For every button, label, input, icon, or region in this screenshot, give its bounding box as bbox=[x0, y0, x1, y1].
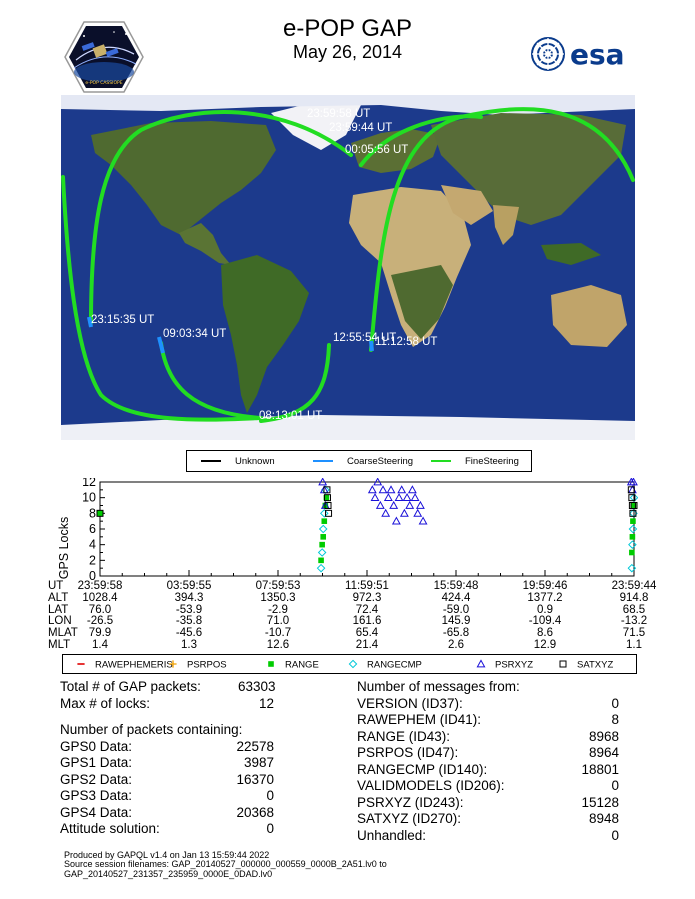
point-psrxyz bbox=[401, 510, 408, 516]
max-locks-value: 12 bbox=[258, 695, 274, 711]
page-title: e-POP GAP bbox=[283, 15, 412, 42]
point-psrxyz bbox=[414, 510, 421, 516]
point-psrxyz bbox=[411, 494, 418, 500]
legend-label-rangecmp: RANGECMP bbox=[367, 659, 422, 671]
tick-value: 12.9 bbox=[533, 638, 557, 651]
point-psrxyz bbox=[398, 486, 405, 492]
tick-value: 2.6 bbox=[448, 638, 464, 651]
point-psrxyz bbox=[390, 502, 397, 508]
x-minor-ticks bbox=[100, 570, 634, 576]
tick-value: 19:59:46 bbox=[522, 580, 568, 592]
packet-count-row bbox=[60, 805, 300, 822]
message-count-row bbox=[357, 778, 619, 795]
packet-count-label: GPS3 Data: bbox=[60, 788, 133, 803]
legend-coarse-label: CoarseSteering bbox=[347, 456, 414, 467]
point-range bbox=[321, 518, 327, 524]
y-ticks bbox=[82, 478, 105, 583]
tick-value: 972.3 bbox=[352, 591, 382, 604]
tick-value: 145.9 bbox=[441, 615, 471, 628]
point-psrxyz bbox=[393, 518, 400, 524]
point-psrxyz bbox=[382, 510, 389, 516]
packet-count-label: GPS1 Data: bbox=[60, 755, 133, 770]
message-count-value: 8964 bbox=[588, 745, 619, 760]
y-tick-label: 12 bbox=[82, 478, 96, 489]
tick-row-lon bbox=[48, 616, 648, 628]
point-rangecmp bbox=[320, 525, 327, 532]
tick-value: -26.5 bbox=[86, 615, 114, 628]
stats-right bbox=[357, 679, 619, 844]
stats-left bbox=[60, 679, 300, 838]
total-packets-row bbox=[60, 679, 300, 696]
tick-value: 1377.2 bbox=[527, 591, 563, 604]
packet-count-row bbox=[60, 821, 300, 838]
message-count-label: Unhandled: bbox=[357, 827, 427, 843]
legend-label-psrpos: PSRPOS bbox=[187, 659, 227, 671]
point-psrxyz bbox=[377, 502, 384, 508]
page-date: May 26, 2014 bbox=[292, 42, 403, 62]
tick-value: 1028.4 bbox=[82, 591, 118, 604]
containing-heading: Number of packets containing: bbox=[60, 722, 243, 737]
footer bbox=[64, 851, 387, 879]
legend-swatch-range bbox=[268, 661, 274, 667]
tick-value: -35.8 bbox=[175, 615, 203, 628]
message-count-row bbox=[357, 729, 619, 746]
packet-count-value: 20368 bbox=[236, 804, 274, 820]
message-count-row bbox=[357, 762, 619, 779]
tick-value: 03:59:55 bbox=[166, 580, 212, 592]
tick-value: -2.9 bbox=[268, 603, 288, 616]
packet-count-list bbox=[60, 739, 300, 838]
tick-value: 394.3 bbox=[174, 591, 204, 604]
max-locks-label: Max # of locks: bbox=[60, 695, 151, 711]
message-count-row bbox=[357, 828, 619, 845]
message-count-label: SATXYZ (ID270): bbox=[357, 811, 462, 826]
packet-count-value: 3987 bbox=[243, 755, 274, 770]
x-tick-table bbox=[48, 580, 657, 652]
message-legend-graphic bbox=[63, 655, 636, 673]
point-range bbox=[320, 534, 326, 540]
track-label: 11:12:58 UT bbox=[375, 336, 438, 348]
tick-value: -53.9 bbox=[175, 603, 203, 616]
point-psrxyz bbox=[385, 494, 392, 500]
packet-count-label: GPS0 Data: bbox=[60, 738, 133, 754]
track-label: 23:59:44 UT bbox=[329, 122, 393, 134]
tick-row-label: MLT bbox=[48, 638, 71, 651]
tick-row-label: ALT bbox=[48, 591, 69, 604]
packet-count-row bbox=[60, 755, 300, 772]
point-rangecmp bbox=[317, 565, 324, 572]
message-count-value: 8 bbox=[611, 712, 619, 727]
tick-row-label: UT bbox=[48, 580, 64, 592]
packet-count-value: 22578 bbox=[236, 738, 274, 754]
tick-row-label: MLAT bbox=[48, 627, 78, 640]
tick-value: -65.8 bbox=[442, 627, 470, 640]
y-tick-label: 0 bbox=[89, 569, 96, 583]
messages-heading: Number of messages from: bbox=[357, 679, 520, 694]
y-tick-label: 4 bbox=[89, 537, 96, 552]
message-count-row bbox=[357, 811, 619, 828]
tick-value: 71.5 bbox=[622, 627, 646, 640]
tick-value: 424.4 bbox=[441, 591, 471, 604]
packet-count-row bbox=[60, 739, 300, 756]
message-count-value: 15128 bbox=[581, 794, 619, 810]
track-label: 23:59:58 UT bbox=[307, 108, 371, 120]
point-rangecmp bbox=[319, 549, 326, 556]
track-label: 00:05:56 UT bbox=[345, 144, 409, 156]
point-psrxyz bbox=[387, 486, 394, 492]
message-count-list bbox=[357, 696, 619, 845]
y-tick-label: 2 bbox=[89, 553, 96, 568]
message-count-label: RAWEPHEM (ID41): bbox=[357, 712, 482, 727]
y-tick-label: 8 bbox=[89, 506, 96, 521]
point-rangecmp bbox=[629, 541, 636, 548]
point-range bbox=[97, 511, 103, 517]
max-locks-row bbox=[60, 696, 300, 713]
message-count-value: 8968 bbox=[588, 728, 619, 744]
tick-value: 1.3 bbox=[181, 638, 197, 651]
point-psrxyz bbox=[419, 518, 426, 524]
tick-value: 1.4 bbox=[92, 638, 108, 651]
tick-row-label: LON bbox=[48, 615, 72, 628]
mission-badge-icon bbox=[64, 20, 144, 94]
point-psrxyz bbox=[371, 494, 378, 500]
legend-swatch-rangecmp bbox=[349, 660, 356, 667]
tick-value: 11:59:51 bbox=[345, 580, 389, 592]
point-psrxyz bbox=[369, 486, 376, 492]
esa-logo-icon bbox=[528, 34, 632, 74]
message-count-row bbox=[357, 696, 619, 713]
legend-swatch-satxyz bbox=[560, 661, 566, 667]
footer-line: Source session filenames: GAP_20140527_000000_000559_0000B_2A51.lv0 to bbox=[64, 859, 387, 870]
point-psrxyz bbox=[379, 486, 386, 492]
message-count-value: 0 bbox=[611, 827, 619, 843]
tick-value: 72.4 bbox=[355, 603, 379, 616]
message-legend bbox=[62, 654, 637, 674]
packet-count-value: 0 bbox=[266, 821, 274, 836]
y-tick-label: 6 bbox=[89, 522, 96, 536]
tick-value: 23:59:58 bbox=[77, 580, 123, 592]
steering-legend-graphic bbox=[187, 451, 531, 471]
point-range bbox=[629, 550, 635, 556]
tick-value: -59.0 bbox=[442, 603, 470, 616]
tick-value: -10.7 bbox=[264, 627, 292, 640]
plot-marks bbox=[97, 478, 638, 571]
tick-value: 15:59:48 bbox=[433, 580, 479, 592]
tick-row-label: LAT bbox=[48, 603, 69, 616]
track-label: 23:15:35 UT bbox=[91, 314, 155, 326]
footer-line: GAP_20140527_231357_235959_0000E_0DAD.lv0 bbox=[64, 868, 273, 879]
packet-count-row bbox=[60, 772, 300, 789]
point-psrxyz bbox=[406, 502, 413, 508]
tick-value: 1.1 bbox=[626, 638, 642, 651]
footer-line: Produced by GAPQL v1.4 on Jan 13 15:59:44 2022 bbox=[64, 850, 270, 860]
ground-track-map bbox=[61, 95, 635, 440]
point-range bbox=[318, 558, 324, 564]
packet-count-label: Attitude solution: bbox=[60, 821, 160, 836]
tick-value: 21.4 bbox=[355, 638, 379, 651]
esa-logo-text: esa bbox=[570, 38, 625, 71]
message-count-value: 8948 bbox=[588, 811, 619, 826]
tick-value: -13.2 bbox=[620, 615, 648, 628]
tick-value: 68.5 bbox=[622, 603, 646, 616]
point-range bbox=[630, 518, 636, 524]
point-psrxyz bbox=[395, 494, 402, 500]
point-range bbox=[319, 542, 325, 548]
packet-count-value: 16370 bbox=[236, 771, 274, 787]
tick-row-alt bbox=[48, 593, 648, 605]
y-axis-label: GPS Locks bbox=[57, 516, 71, 580]
tick-value: 0.9 bbox=[537, 603, 553, 616]
track-label: 08:13:01 UT bbox=[259, 410, 323, 422]
point-rangecmp bbox=[629, 525, 636, 532]
tick-value: 12.6 bbox=[266, 638, 290, 651]
total-packets-label: Total # of GAP packets: bbox=[60, 679, 201, 694]
point-psrxyz bbox=[417, 502, 424, 508]
legend-label-rawephemeris: RAWEPHEMERIS bbox=[95, 659, 173, 671]
tick-value: 79.9 bbox=[88, 627, 112, 640]
y-tick-label: 10 bbox=[82, 490, 96, 505]
tick-value: 07:59:53 bbox=[255, 580, 301, 592]
legend-label-psrxyz: PSRXYZ bbox=[495, 659, 534, 671]
message-count-label: RANGECMP (ID140): bbox=[357, 761, 488, 777]
tick-value: 8.6 bbox=[537, 627, 553, 640]
tick-value: 65.4 bbox=[355, 627, 379, 640]
packet-count-value: 0 bbox=[266, 788, 274, 803]
tick-value: 914.8 bbox=[619, 591, 649, 604]
tick-row-mlat bbox=[48, 628, 648, 640]
tick-value: 76.0 bbox=[88, 603, 112, 616]
tick-row-mlt bbox=[48, 640, 648, 652]
gps-locks-plot bbox=[56, 478, 638, 586]
message-count-label: RANGE (ID43): bbox=[357, 728, 451, 744]
message-count-row bbox=[357, 712, 619, 729]
message-count-label: VERSION (ID37): bbox=[357, 695, 463, 711]
tick-value: -109.4 bbox=[528, 615, 562, 628]
packet-count-label: GPS4 Data: bbox=[60, 804, 133, 820]
plot-frame bbox=[100, 482, 634, 576]
track-label: 12:55:54 UT bbox=[333, 332, 397, 344]
message-count-value: 0 bbox=[611, 695, 619, 711]
message-count-value: 0 bbox=[611, 778, 619, 793]
mission-badge-text: e-POP CASSIOPE bbox=[85, 81, 123, 86]
total-packets-value: 63303 bbox=[238, 679, 276, 694]
message-count-row bbox=[357, 745, 619, 762]
tick-value: 71.0 bbox=[266, 615, 290, 628]
message-count-label: PSRXYZ (ID243): bbox=[357, 794, 464, 810]
point-psrxyz bbox=[403, 494, 410, 500]
track-label: 09:03:34 UT bbox=[163, 328, 227, 340]
legend-label-satxyz: SATXYZ bbox=[577, 659, 614, 671]
packet-count-label: GPS2 Data: bbox=[60, 771, 133, 787]
message-count-row bbox=[357, 795, 619, 812]
tick-value: 1350.3 bbox=[260, 591, 296, 604]
legend-unknown-label: Unknown bbox=[235, 456, 275, 467]
packet-count-row bbox=[60, 788, 300, 805]
steering-legend bbox=[186, 450, 532, 472]
tick-value: -45.6 bbox=[175, 627, 203, 640]
legend-label-range: RANGE bbox=[285, 659, 319, 671]
tick-value: 23:59:44 bbox=[611, 580, 657, 592]
point-range bbox=[630, 534, 636, 540]
message-count-label: PSRPOS (ID47): bbox=[357, 745, 459, 760]
message-count-value: 18801 bbox=[581, 761, 619, 777]
legend-swatch-psrxyz bbox=[477, 660, 484, 666]
legend-fine-label: FineSteering bbox=[465, 456, 519, 467]
tick-value: 161.6 bbox=[352, 615, 382, 628]
message-count-label: VALIDMODELS (ID206): bbox=[357, 778, 505, 793]
point-psrxyz bbox=[409, 486, 416, 492]
